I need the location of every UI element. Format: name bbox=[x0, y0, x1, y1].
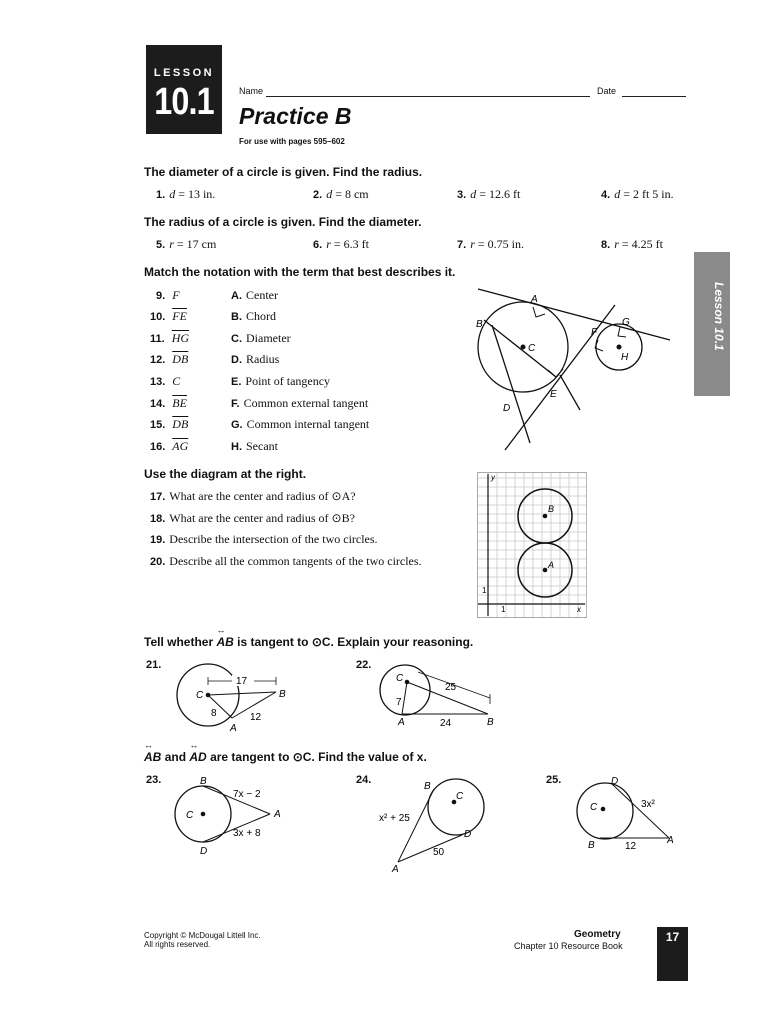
fig24-a: A bbox=[392, 864, 399, 875]
section5-heading: Tell whether AB ↔ is tangent to ⊙C. Explain your reasoning. bbox=[144, 625, 474, 649]
problem-17: 17. What are the center and radius of ⊙A? bbox=[150, 489, 356, 503]
fig25-bottom: 12 bbox=[625, 841, 637, 852]
problem-2: 2. d = 8 cm bbox=[313, 187, 369, 201]
fig21-left: 8 bbox=[211, 708, 217, 719]
diagram-label-e: E bbox=[550, 389, 557, 400]
rights: All rights reserved. bbox=[144, 940, 211, 949]
tangent-diagram bbox=[470, 285, 685, 455]
fig21-a: A bbox=[230, 723, 237, 734]
match-item-9: 9. F bbox=[156, 288, 180, 302]
date-label: Date bbox=[597, 86, 617, 96]
fig23-c: C bbox=[186, 810, 194, 821]
graph-y-one: 1 bbox=[482, 586, 487, 595]
diagram-label-c: C bbox=[528, 343, 536, 354]
problem-18: 18. What are the center and radius of ⊙B? bbox=[150, 511, 355, 525]
fig22-c: C bbox=[396, 673, 404, 684]
diagram-label-h: H bbox=[621, 352, 629, 363]
problem-20: 20. Describe all the common tangents of the two circles. bbox=[150, 554, 422, 568]
section3-heading: Match the notation with the term that best describes it. bbox=[144, 265, 456, 279]
fig25-a: A bbox=[667, 835, 674, 846]
fig24-c: C bbox=[456, 791, 464, 802]
lesson-number: 10.1 bbox=[154, 81, 214, 123]
problem-4: 4. d = 2 ft 5 in. bbox=[601, 187, 674, 201]
section2-heading: The radius of a circle is given. Find the diameter. bbox=[144, 215, 422, 229]
problem-23-num: 23. bbox=[146, 774, 162, 786]
fig25-right: 3x² bbox=[641, 799, 655, 810]
diagram-label-f: F bbox=[591, 327, 598, 338]
fig23-top: 7x − 2 bbox=[233, 789, 261, 800]
lesson-label: LESSON bbox=[153, 67, 215, 79]
fig22-b: B bbox=[487, 717, 494, 728]
match-item-15: 15. $\overline{DB}$ bbox=[150, 417, 189, 431]
figure-24 bbox=[376, 775, 506, 875]
problem-7: 7. r = 0.75 in. bbox=[457, 237, 524, 251]
fig25-b: B bbox=[588, 840, 595, 851]
fig22-hyp: 25 bbox=[445, 682, 457, 693]
term-a: A. Center bbox=[231, 288, 278, 302]
fig23-a: A bbox=[274, 809, 281, 820]
page-subtitle: For use with pages 595–602 bbox=[239, 137, 345, 146]
page-title: Practice B bbox=[239, 103, 352, 129]
fig21-b: B bbox=[279, 689, 286, 700]
term-d: D. Radius bbox=[231, 352, 280, 366]
graph-label-b: B bbox=[548, 504, 555, 514]
fig24-bottom: 50 bbox=[433, 847, 445, 858]
chapter-label: Chapter 10 Resource Book bbox=[514, 941, 623, 951]
problem-6: 6. r = 6.3 ft bbox=[313, 237, 369, 251]
problem-21-num: 21. bbox=[146, 659, 162, 671]
name-label: Name bbox=[239, 86, 264, 96]
problem-1: 1. d = 13 in. bbox=[156, 187, 216, 201]
match-item-11: 11. $\overline{HG}$ bbox=[150, 331, 190, 345]
graph-x-label: x bbox=[577, 605, 581, 614]
match-item-13: 13. C bbox=[150, 374, 181, 388]
fig24-b: B bbox=[424, 781, 431, 792]
fig25-d: D bbox=[611, 776, 619, 787]
section1-heading: The diameter of a circle is given. Find the radius. bbox=[144, 165, 423, 179]
match-item-16: 16. $\overline{AG}$ bbox=[150, 439, 189, 453]
graph-x-one: 1 bbox=[501, 605, 506, 614]
fig24-d: D bbox=[464, 829, 472, 840]
figure-25 bbox=[570, 775, 690, 855]
lesson-badge bbox=[146, 45, 222, 134]
name-line bbox=[266, 96, 590, 97]
fig22-left: 7 bbox=[396, 697, 402, 708]
figure-21 bbox=[168, 660, 298, 740]
match-item-12: 12. $\overline{DB}$ bbox=[150, 352, 189, 366]
fig25-c: C bbox=[590, 802, 598, 813]
fig22-bottom: 24 bbox=[440, 718, 452, 729]
copyright: Copyright © McDougal Littell Inc. bbox=[144, 931, 261, 940]
fig24-left: x² + 25 bbox=[379, 813, 410, 824]
diagram-label-d: D bbox=[503, 403, 511, 414]
term-c: C. Diameter bbox=[231, 331, 291, 345]
match-item-14: 14. $\overline{BE}$ bbox=[150, 396, 187, 410]
fig21-c: C bbox=[196, 690, 204, 701]
term-f: F. Common external tangent bbox=[231, 396, 369, 410]
diagram-label-b: B bbox=[476, 319, 483, 330]
figure-22 bbox=[370, 660, 510, 735]
diagram-label-g: G bbox=[622, 317, 630, 328]
page-number: 17 bbox=[657, 927, 688, 981]
problem-19: 19. Describe the intersection of the two circles. bbox=[150, 532, 378, 546]
section4-heading: Use the diagram at the right. bbox=[144, 467, 307, 481]
problem-24-num: 24. bbox=[356, 774, 372, 786]
term-b: B. Chord bbox=[231, 309, 276, 323]
term-e: E. Point of tangency bbox=[231, 374, 331, 388]
diagram-label-a: A bbox=[531, 294, 538, 305]
fig23-b: B bbox=[200, 776, 207, 787]
figure-23 bbox=[170, 775, 300, 855]
fig23-bottom: 3x + 8 bbox=[233, 828, 261, 839]
fig21-top: 17 bbox=[236, 676, 248, 687]
side-tab-label: Lesson 10.1 bbox=[712, 282, 726, 351]
fig22-a: A bbox=[398, 717, 405, 728]
fig23-d: D bbox=[200, 846, 208, 855]
book-title: Geometry bbox=[574, 929, 621, 940]
date-line bbox=[622, 96, 686, 97]
match-item-10: 10. $\overline{FE}$ bbox=[150, 309, 187, 323]
term-h: H. Secant bbox=[231, 439, 278, 453]
fig21-right: 12 bbox=[250, 712, 262, 723]
problem-5: 5. r = 17 cm bbox=[156, 237, 217, 251]
problem-8: 8. r = 4.25 ft bbox=[601, 237, 663, 251]
coordinate-graph bbox=[477, 472, 587, 618]
side-tab bbox=[694, 252, 730, 396]
problem-3: 3. d = 12.6 ft bbox=[457, 187, 521, 201]
term-g: G. Common internal tangent bbox=[231, 417, 370, 431]
problem-22-num: 22. bbox=[356, 659, 372, 671]
section6-heading: AB ↔ and AD ↔ are tangent to ⊙C. Find the value of x. bbox=[144, 740, 427, 764]
graph-y-label: y bbox=[491, 473, 495, 482]
problem-25-num: 25. bbox=[546, 774, 562, 786]
graph-label-a: A bbox=[548, 560, 555, 570]
